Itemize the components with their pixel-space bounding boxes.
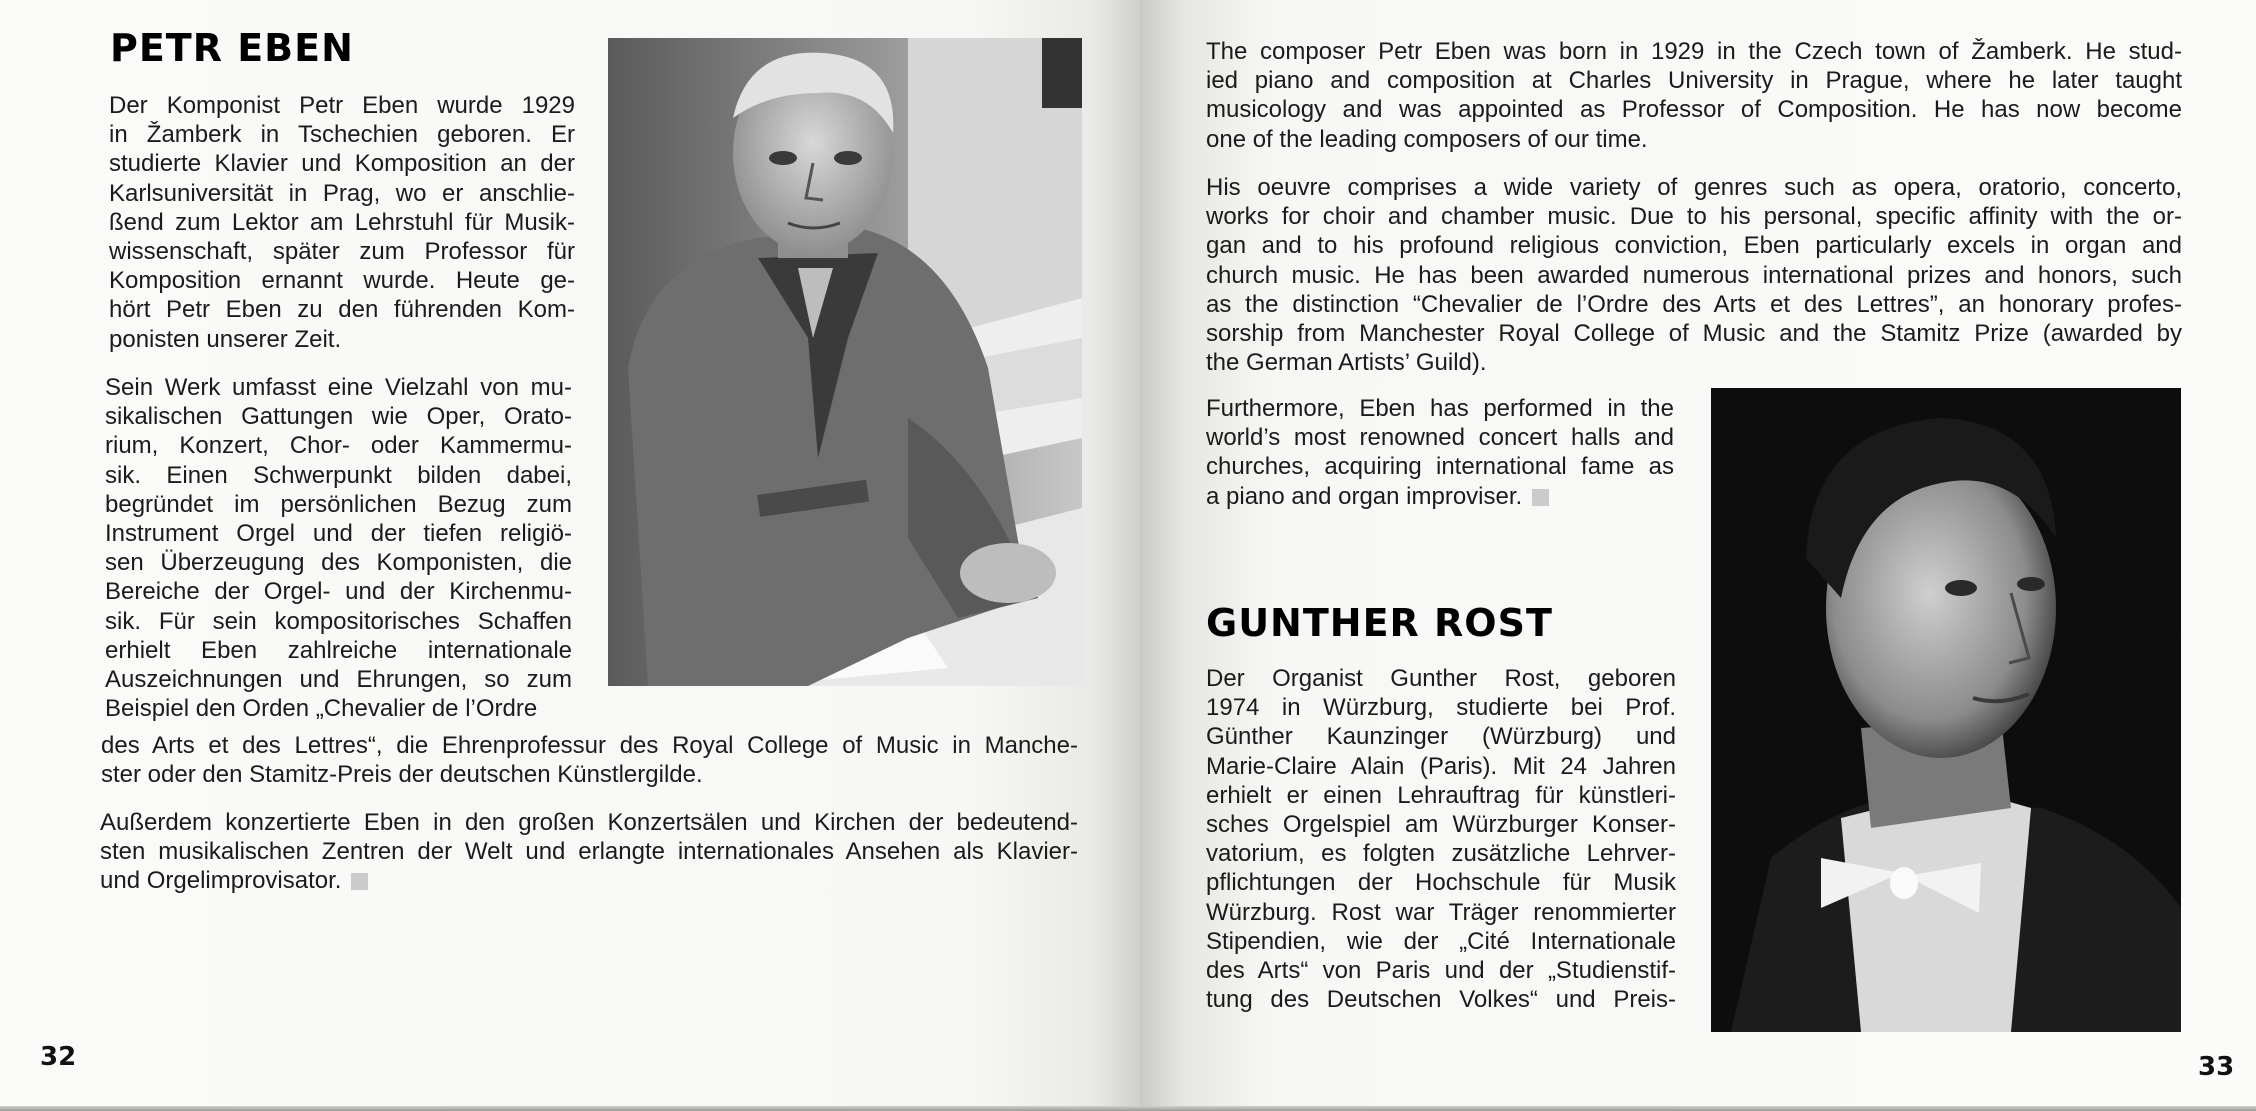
text-line: sikalischen Gattungen wie Oper, Orato-: [105, 403, 572, 431]
text-line: pflichtungen der Hochschule für Musik: [1206, 869, 1676, 897]
text-line: Günther Kaunzinger (Würzburg) und: [1206, 723, 1676, 751]
text-line: Marie-Claire Alain (Paris). Mit 24 Jahren: [1206, 752, 1676, 780]
eben-english-bio-3: [1206, 394, 1674, 511]
text-line: tung des Deutschen Volkes“ und Preis-: [1206, 986, 1676, 1014]
text-line: Der Komponist Petr Eben wurde 1929: [109, 92, 575, 119]
text-line: sches Orgelspiel am Würzburger Konser-: [1206, 811, 1676, 839]
text-line: vatorium, es folgten zusätzliche Lehrver-: [1206, 840, 1676, 868]
text-line: as the distinction “Chevalier de l’Ordre des Arts et des Lettres”, an honorary profes-: [1206, 290, 2182, 318]
text-line: erhielt er einen Lehrauftrag für künstleri-: [1206, 781, 1676, 809]
text-line: Instrument Orgel und der tiefen religiö-: [105, 520, 572, 548]
text-line: Stipendien, wie der „Cité Internationale: [1206, 927, 1676, 955]
text-line: rium, Konzert, Chor- oder Kammermu-: [105, 432, 572, 460]
text-line: Bereiche der Orgel- und der Kirchenmu-: [105, 578, 572, 606]
text-line: Beispiel den Orden „Chevalier de l’Ordre: [105, 695, 538, 723]
text-line: Der Organist Gunther Rost, geboren: [1206, 665, 1676, 692]
heading-petr-eben: PETR EBEN: [110, 26, 354, 70]
text-line: studierte Klavier und Komposition an der: [109, 150, 575, 178]
text-line: erhielt Eben zahlreiche internationale: [105, 636, 572, 664]
text-line: the German Artists’ Guild).: [1206, 349, 1487, 377]
text-line: sik. Für sein kompositorisches Schaffen: [105, 607, 572, 635]
photo-gunther-rost: [1711, 388, 2181, 1032]
text-line: churches, acquiring international fame as: [1206, 453, 1674, 481]
text-line: ied piano and composition at Charles University in Prague, where he later taught: [1206, 67, 2182, 95]
rost-bio: [1206, 664, 1676, 1014]
text-line: world’s most renowned concert halls and: [1206, 424, 1674, 452]
text-line: sten musikalischen Zentren der Welt und erlangte internationales Ansehen als Klavier-: [100, 838, 1078, 866]
eben-bio-final: [100, 808, 1078, 896]
text-line: ßend zum Lektor am Lehrstuhl für Musik-: [109, 208, 575, 236]
eben-bio-wide: [101, 731, 1078, 789]
text-line: in Žamberk in Tschechien geboren. Er: [109, 121, 575, 149]
text-line: sik. Einen Schwerpunkt bilden dabei,: [105, 461, 572, 489]
text-line: works for choir and chamber music. Due to his personal, specific affinity with the or-: [1206, 203, 2182, 231]
text-line: Karlsuniversität in Prag, wo er anschlie-: [109, 179, 575, 207]
text-line: Sein Werk umfasst eine Vielzahl von mu-: [105, 374, 572, 401]
text-line: sen Überzeugung des Komponisten, die: [105, 549, 572, 577]
text-line: sorship from Manchester Royal College of Music and the Stamitz Prize (awarded by: [1206, 320, 2182, 348]
text-line: one of the leading composers of our time.: [1206, 125, 1648, 153]
text-line: gan and to his profound religious conviction, Eben particularly excels in organ and: [1206, 232, 2182, 260]
text-line: Furthermore, Eben has performed in the: [1206, 395, 1674, 422]
end-of-section-mark: [351, 873, 368, 890]
eben-bio-middle: [105, 373, 572, 723]
text-line: ster oder den Stamitz-Preis der deutschen Künstlergilde.: [101, 761, 703, 789]
eben-bio-top: [109, 91, 575, 354]
text-line: Auszeichnungen und Ehrungen, so zum: [105, 666, 572, 694]
end-of-section-mark: [1532, 489, 1549, 506]
text-line: church music. He has been awarded numerous international prizes and honors, such: [1206, 261, 2182, 289]
text-line: begründet im persönlichen Bezug zum: [105, 490, 572, 518]
text-line: des Arts et des Lettres“, die Ehrenprofessur des Royal College of Music in Manche-: [101, 732, 1078, 759]
text-line: a piano and organ improviser.: [1206, 482, 1674, 511]
text-line: 1974 in Würzburg, studierte bei Prof.: [1206, 694, 1676, 722]
text-line: Würzburg. Rost war Träger renommierter: [1206, 898, 1676, 926]
right-page: [1140, 0, 2256, 1111]
text-line: The composer Petr Eben was born in 1929 in the Czech town of Žamberk. He stud-: [1206, 38, 2182, 65]
text-line: ponisten unserer Zeit.: [109, 325, 342, 353]
text-line: hört Petr Eben zu den führenden Kom-: [109, 296, 575, 324]
text-line: His oeuvre comprises a wide variety of genres such as opera, oratorio, concerto,: [1206, 174, 2182, 201]
page-number-left: 32: [40, 1042, 77, 1072]
eben-english-bio-2: [1206, 173, 2182, 377]
text-line: Komposition ernannt wurde. Heute ge-: [109, 267, 575, 295]
heading-gunther-rost: GUNTHER ROST: [1206, 601, 1553, 645]
text-line: wissenschaft, später zum Professor für: [109, 238, 575, 266]
text-line: und Orgelimprovisator.: [100, 866, 1078, 895]
page-number-right: 33: [2198, 1052, 2235, 1082]
text-line: musicology and was appointed as Professor of Composition. He has now become: [1206, 96, 2182, 124]
photo-petr-eben: [608, 38, 1082, 686]
eben-english-bio-1: [1206, 37, 2182, 154]
page-bottom-edge: [0, 1106, 2256, 1111]
text-line: des Arts“ von Paris und der „Studienstif-: [1206, 957, 1676, 985]
text-line: Außerdem konzertierte Eben in den großen Konzertsälen und Kirchen der bedeutend-: [100, 809, 1078, 836]
